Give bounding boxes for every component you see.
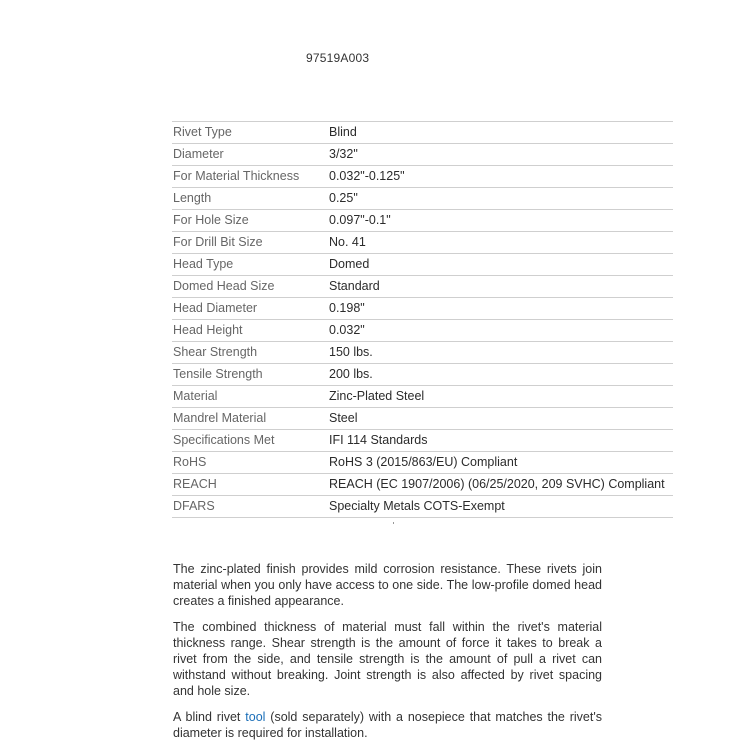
spec-row [172,144,673,166]
spec-value: Standard [328,276,673,298]
spec-row [172,320,673,342]
divider-dot [393,522,394,524]
spec-row [172,474,673,496]
spec-value: 0.032" [328,320,673,342]
spec-label: Domed Head Size [172,276,328,298]
spec-row [172,210,673,232]
spec-label: Diameter [172,144,328,166]
spec-label: Length [172,188,328,210]
spec-row [172,430,673,452]
spec-value: 3/32" [328,144,673,166]
spec-value: IFI 114 Standards [328,430,673,452]
spec-value: Steel [328,408,673,430]
spec-value: REACH (EC 1907/2006) (06/25/2020, 209 SVHC) Compliant [328,474,673,496]
spec-label: For Material Thickness [172,166,328,188]
spec-value: 0.032"-0.125" [328,166,673,188]
spec-row [172,386,673,408]
spec-row [172,188,673,210]
description-paragraph-1: The zinc-plated finish provides mild corrosion resistance. These rivets join material when you only have access to one side. The low-profile domed head creates a finished appearance. [173,562,602,608]
spec-label: Head Type [172,254,328,276]
spec-label: Specifications Met [172,430,328,452]
spec-row [172,254,673,276]
spec-value: 150 lbs. [328,342,673,364]
spec-value: No. 41 [328,232,673,254]
spec-label: REACH [172,474,328,496]
spec-value: 200 lbs. [328,364,673,386]
spec-value: 0.25" [328,188,673,210]
spec-row [172,452,673,474]
spec-label: Material [172,386,328,408]
spec-label: For Hole Size [172,210,328,232]
spec-row [172,342,673,364]
spec-label: Tensile Strength [172,364,328,386]
spec-label: For Drill Bit Size [172,232,328,254]
spec-value: RoHS 3 (2015/863/EU) Compliant [328,452,673,474]
part-number: 97519A003 [306,51,370,65]
spec-label: Mandrel Material [172,408,328,430]
description-paragraph-3 [173,709,602,741]
spec-row [172,232,673,254]
spec-label: Rivet Type [172,122,328,144]
description-paragraph-2: The combined thickness of material must fall within the rivet's material thickness range. Shear strength is the amount of force it takes to break a rivet from the side, and tensile strength is the amount of pull a rivet can withstand without breaking. Joint strength is also affected by rivet spacing and hole size. [173,620,602,698]
product-description [173,561,602,750]
spec-row [172,496,673,518]
description-paragraph-3-end: (sold separately) with a nosepiece that matches the rivet's diameter is required for installation. [173,710,602,740]
spec-label: Head Height [172,320,328,342]
spec-value: 0.097"-0.1" [328,210,673,232]
spec-value: 0.198" [328,298,673,320]
spec-row [172,364,673,386]
spec-value: Zinc-Plated Steel [328,386,673,408]
spec-row [172,276,673,298]
spec-row [172,298,673,320]
spec-row [172,166,673,188]
spec-label: Shear Strength [172,342,328,364]
spec-row [172,408,673,430]
specifications-table-body [172,122,673,518]
spec-label: RoHS [172,452,328,474]
spec-label: DFARS [172,496,328,518]
description-paragraph-3-start: A blind rivet [173,710,246,724]
spec-value: Blind [328,122,673,144]
spec-value: Specialty Metals COTS-Exempt [328,496,673,518]
tool-link[interactable]: tool [245,710,266,724]
spec-value: Domed [328,254,673,276]
spec-label: Head Diameter [172,298,328,320]
spec-row [172,122,673,144]
specifications-table [172,121,673,518]
